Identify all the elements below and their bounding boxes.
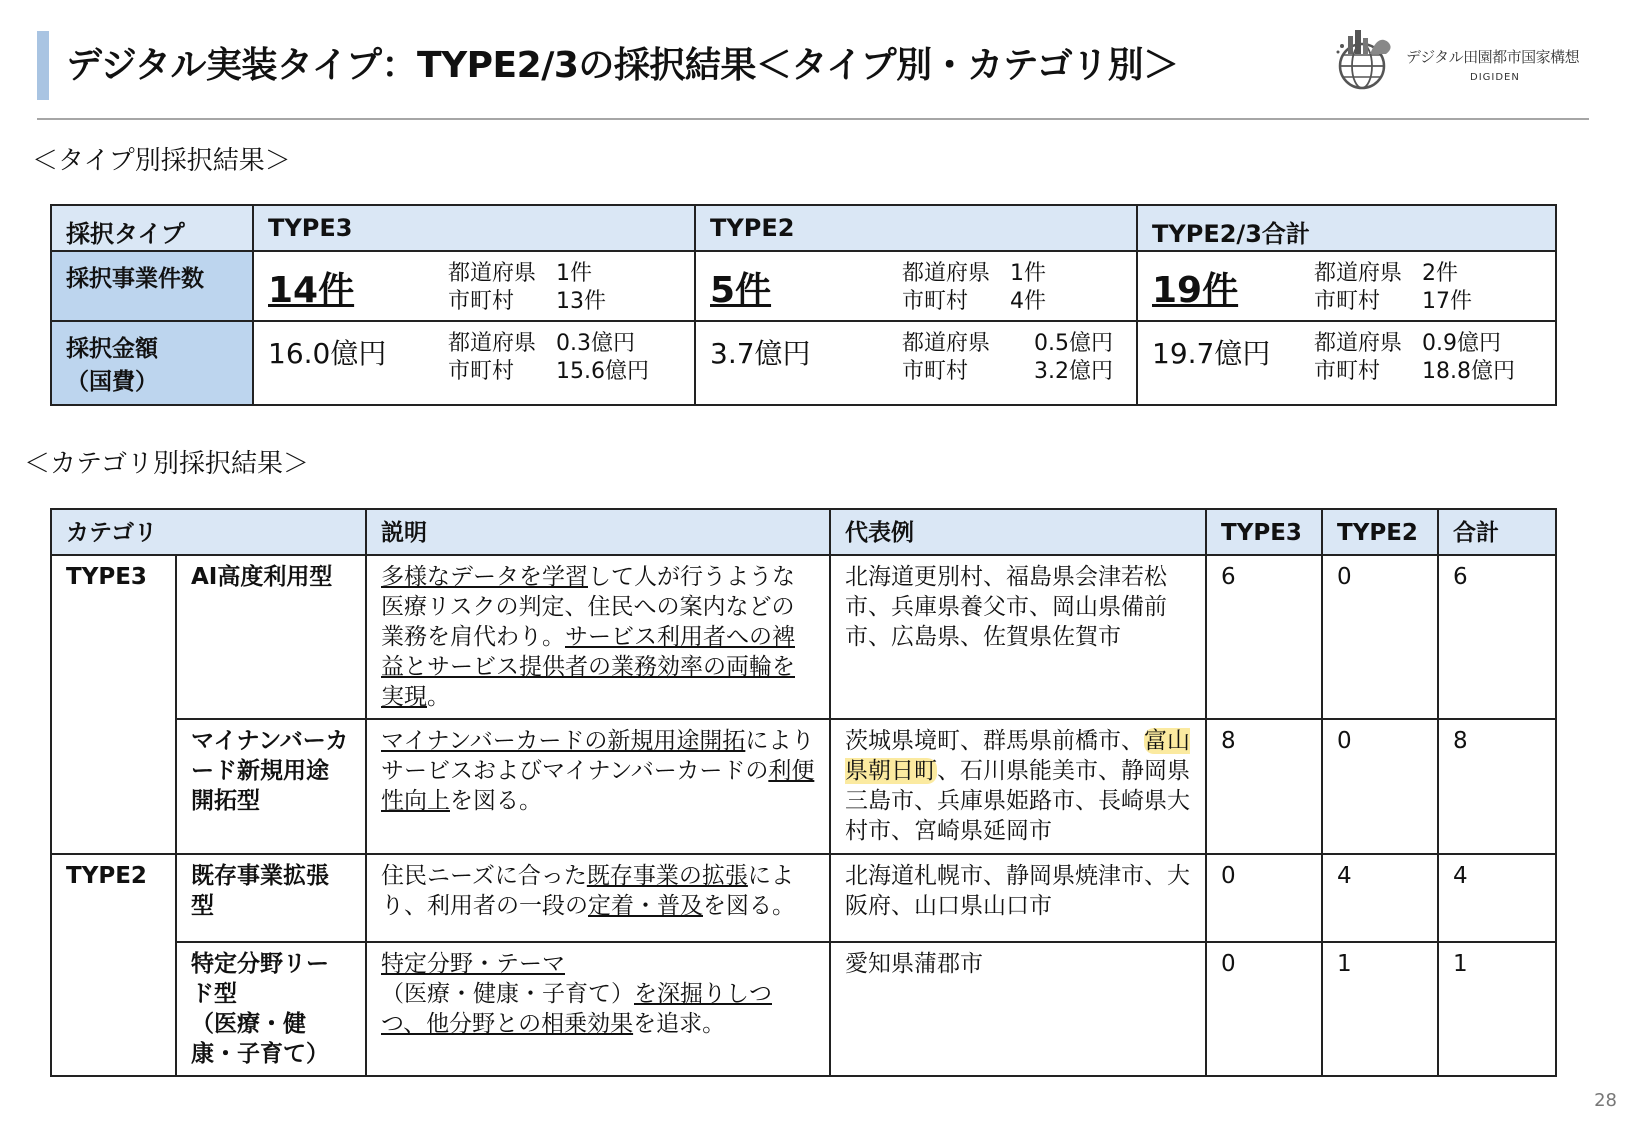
count-breakdown [1314,252,1472,316]
count-breakdown [448,252,606,316]
header-divider [37,118,1589,120]
type-results-table [50,204,1557,406]
category-name: 既存事業拡張型 [176,854,366,942]
count-row [51,251,1556,321]
logo-text: デジタル田園都市国家構想 [1406,48,1580,66]
amount-value: 16.0億円 [268,337,387,370]
col-header-type3: TYPE3 [1206,509,1322,555]
muni-value: 15.6億円 [556,359,649,384]
category-name: AI高度利用型 [176,555,366,719]
muni-value: 3.2億円 [1034,359,1113,384]
highlighted-example: 富山県朝日町 [845,728,1190,784]
amount-row [51,321,1556,405]
category-results-table [50,508,1557,1077]
amount-cell-type2 [695,321,1137,405]
pref-label: 都道府県 [448,331,537,356]
page-number: 28 [1594,1090,1617,1111]
category-name: マイナンバーカード新規用途開拓型 [176,719,366,854]
count-total: 6 [1438,555,1556,719]
globe-city-icon [1330,24,1400,90]
col-header-examples: 代表例 [830,509,1206,555]
pref-label: 都道府県 [1314,261,1403,286]
count-cell-type2 [695,251,1137,321]
count-breakdown [902,252,1046,316]
pref-label: 都道府県 [1314,331,1403,356]
title-accent-bar [37,31,49,100]
category-description: マイナンバーカードの新規用途開拓によりサービスおよびマイナンバーカードの利便性向上を図る。 [366,719,830,854]
count-row-label: 採択事業件数 [51,251,253,321]
muni-value: 13件 [556,289,606,314]
count-type3: 0 [1206,854,1322,942]
count-value: 14件 [268,270,355,311]
col-header-category: カテゴリ [51,509,366,555]
muni-value: 4件 [1010,289,1046,314]
amount-value: 19.7億円 [1152,337,1271,370]
category-name: 特定分野リード型 （医療・健康・子育て） [176,942,366,1076]
category-description: 特定分野・テーマ（医療・健康・子育て）を深掘りしつつ、他分野との相乗効果を追求。 [366,942,830,1076]
amount-breakdown [448,322,649,386]
header-cell-label: 採択タイプ [51,205,253,251]
amount-value: 3.7億円 [710,337,811,370]
group-label-type2: TYPE2 [51,854,176,1076]
header-cell-type2: TYPE2 [695,205,1137,251]
pref-label: 都道府県 [902,331,991,356]
table-row [51,942,1556,1076]
header-cell-total: TYPE2/3合計 [1137,205,1556,251]
amount-breakdown [1314,322,1515,386]
amount-cell-type3 [253,321,695,405]
count-type3: 6 [1206,555,1322,719]
category-examples: 茨城県境町、群馬県前橋市、富山県朝日町、石川県能美市、静岡県三島市、兵庫県姫路市、長崎県大村市、宮崎県延岡市 [830,719,1206,854]
category-examples: 愛知県蒲郡市 [830,942,1206,1076]
count-value: 5件 [710,270,772,311]
group-label-type3: TYPE3 [51,555,176,854]
count-value: 19件 [1152,270,1239,311]
pref-value: 0.3億円 [556,331,635,356]
page-title: デジタル実装タイプ：TYPE2/3の採択結果＜タイプ別・カテゴリ別＞ [66,45,1179,86]
muni-label: 市町村 [902,289,969,314]
header-cell-type3: TYPE3 [253,205,695,251]
count-type2: 0 [1322,719,1438,854]
count-type2: 0 [1322,555,1438,719]
count-total: 1 [1438,942,1556,1076]
amount-cell-total [1137,321,1556,405]
amount-breakdown [902,322,1113,386]
muni-label: 市町村 [448,359,515,384]
pref-value: 0.9億円 [1422,331,1501,356]
col-header-total: 合計 [1438,509,1556,555]
pref-label: 都道府県 [448,261,537,286]
digiden-logo [1330,24,1600,94]
col-header-type2: TYPE2 [1322,509,1438,555]
pref-label: 都道府県 [902,261,991,286]
muni-label: 市町村 [1314,289,1381,314]
pref-value: 0.5億円 [1034,331,1113,356]
category-description: 多様なデータを学習して人が行うような医療リスクの判定、住民への案内などの業務を肩代わり。サービス利用者への裨益とサービス提供者の業務効率の両輪を実現。 [366,555,830,719]
table-row [51,555,1556,719]
count-type3: 0 [1206,942,1322,1076]
count-type3: 8 [1206,719,1322,854]
type-section-heading: ＜タイプ別採択結果＞ [32,146,291,176]
amount-label-line1: 採択金額 [66,336,158,362]
category-examples: 北海道更別村、福島県会津若松市、兵庫県養父市、岡山県備前市、広島県、佐賀県佐賀市 [830,555,1206,719]
category-section-heading: ＜カテゴリ別採択結果＞ [24,449,309,479]
pref-value: 2件 [1422,261,1458,286]
pref-value: 1件 [1010,261,1046,286]
count-total: 4 [1438,854,1556,942]
col-header-description: 説明 [366,509,830,555]
count-type2: 4 [1322,854,1438,942]
category-description: 住民ニーズに合った既存事業の拡張により、利用者の一段の定着・普及を図る。 [366,854,830,942]
muni-label: 市町村 [448,289,515,314]
muni-value: 17件 [1422,289,1472,314]
count-cell-total [1137,251,1556,321]
muni-label: 市町村 [1314,359,1381,384]
count-cell-type3 [253,251,695,321]
amount-row-label [51,321,253,405]
category-table-header-row [51,509,1556,555]
table-row [51,854,1556,942]
muni-value: 18.8億円 [1422,359,1515,384]
muni-label: 市町村 [902,359,969,384]
category-examples: 北海道札幌市、静岡県焼津市、大阪府、山口県山口市 [830,854,1206,942]
type-table-header-row [51,205,1556,251]
count-type2: 1 [1322,942,1438,1076]
logo-subtext: DIGIDEN [1470,72,1520,83]
amount-label-line2: （国費） [66,369,158,395]
table-row [51,719,1556,854]
count-total: 8 [1438,719,1556,854]
pref-value: 1件 [556,261,592,286]
